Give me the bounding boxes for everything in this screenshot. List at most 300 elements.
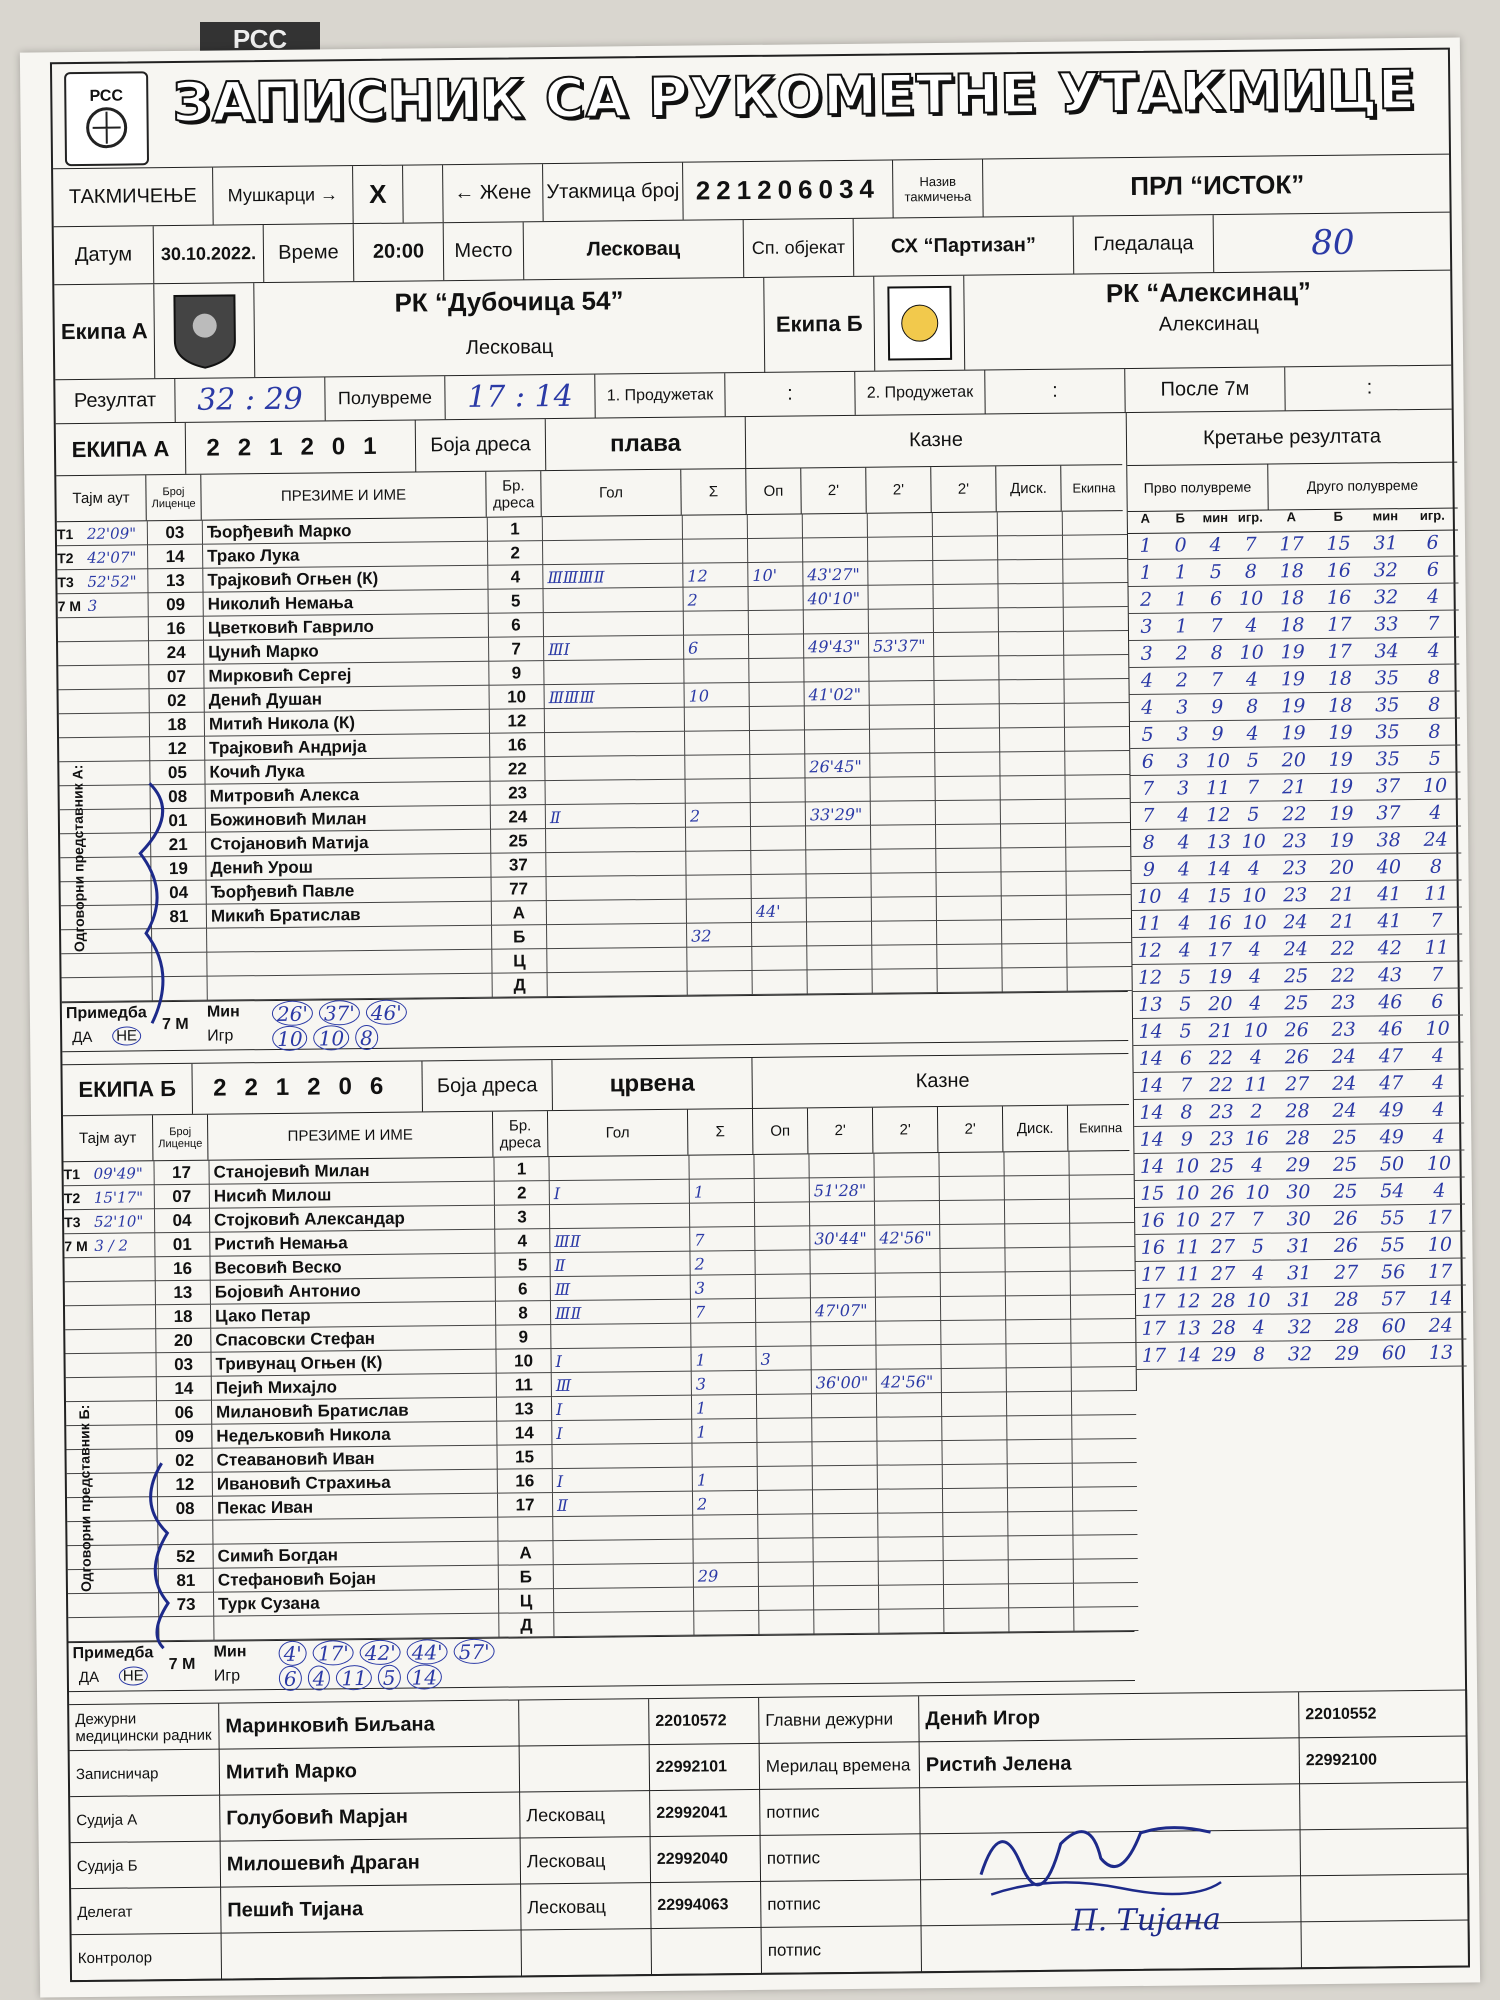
team-b-cell-op (756, 1418, 811, 1443)
team-b-cell-p2 (878, 1609, 943, 1634)
team-a-cell-goal (544, 756, 684, 781)
team-b-cell-name: Спасовски Стефан (210, 1326, 495, 1353)
official-cell-0: Записничар (70, 1750, 220, 1798)
team-b-penalties-label: Казне (915, 1069, 970, 1092)
team-b-cell-lic: 18 (155, 1305, 210, 1330)
team-a-cell-name (206, 926, 491, 953)
team-b-cell-p2: 42'56" (874, 1225, 939, 1250)
team-b-cell-empty (1005, 1320, 1070, 1345)
progress-second-min: 50 (1379, 1153, 1405, 1176)
team-b-cell-no: 10 (495, 1349, 550, 1374)
team-a-cell-goal (544, 732, 684, 757)
official-cell-2: Лесковац (520, 1791, 650, 1838)
team-a-remark-label: Примедба (65, 1004, 147, 1023)
official-cell-6: 22992100 (1300, 1737, 1468, 1785)
progress-second-igr: 17 (1427, 1206, 1452, 1229)
venue-value: СХ “Партизан” (854, 217, 1075, 276)
team-a-cell-p2 (871, 897, 936, 922)
team-a-cell-name: Божиновић Милан (205, 806, 490, 833)
half-label: Полувреме (325, 376, 445, 420)
progress-first-b: 1 (1174, 588, 1188, 611)
progress-second-igr: 7 (1430, 963, 1444, 986)
progress-first-igr: 4 (1248, 965, 1262, 988)
progress-second-min: 56 (1380, 1261, 1406, 1284)
team-a-cell-op (751, 946, 806, 971)
team-a-cell-name: Микић Братислав (206, 902, 491, 929)
progress-first-b: 4 (1178, 939, 1191, 962)
team-a-cell-sum: 2 (682, 587, 747, 612)
official-cell-4: Мерилац времена (760, 1742, 920, 1790)
team-a-cell-no: 12 (489, 709, 544, 734)
progress-second-b: 17 (1327, 613, 1352, 636)
team-b-igr-value: 14 (406, 1664, 442, 1689)
team-b-cell-p2 (874, 1177, 939, 1202)
team-a-cell-name: Денић Душан (204, 686, 489, 713)
team-b-cell-goal: Ⅲ (551, 1372, 691, 1397)
progress-second-min: 47 (1378, 1045, 1404, 1068)
team-b-cell-empty (942, 1536, 1007, 1561)
official-cell-6: 22010552 (1299, 1691, 1467, 1739)
official-cell-6 (1302, 1921, 1470, 1969)
progress-second-b: 23 (1331, 991, 1356, 1014)
team-a-cell-p1 (802, 514, 867, 539)
date-label: Датум (54, 226, 155, 284)
team-b-cell-p1 (809, 1250, 874, 1275)
team-b-cell-sum (693, 1587, 758, 1612)
team-a-cell-name: Ђорђевић Павле (206, 878, 491, 905)
team-b-cell-empty (1004, 1200, 1069, 1225)
progress-first-a: 17 (1141, 1290, 1166, 1313)
progress-second-min: 40 (1376, 856, 1402, 879)
team-b-cell-sum: 1 (691, 1395, 756, 1420)
progress-first-min: 25 (1209, 1154, 1235, 1178)
colhead-licence: Број Лиценце (146, 475, 201, 521)
progress-second-min: 55 (1380, 1234, 1406, 1257)
team-b-cell-p2 (877, 1465, 942, 1490)
team-a-timeout-label: Т3 (57, 574, 74, 591)
team-a-cell-lic: 09 (148, 593, 203, 618)
progress-first-a: 12 (1137, 939, 1163, 962)
progress-first-igr: 10 (1246, 1289, 1271, 1312)
progress-colhead-a: А (1286, 509, 1297, 525)
progress-first-a: 6 (1141, 750, 1155, 773)
team-a-cell-op (748, 682, 803, 707)
team-a-cell-goal (546, 876, 686, 901)
team-b-cell-op (756, 1394, 811, 1419)
team-b-cell-p1 (810, 1274, 875, 1299)
team-b-cell-empty (1005, 1296, 1070, 1321)
team-a-cell-name: Митровић Алекса (205, 782, 490, 809)
team-b-cell-sum: 1 (689, 1179, 754, 1204)
colhead-timeout-b: Тајм аут (63, 1115, 153, 1161)
team-b-cell-empty (941, 1392, 1006, 1417)
progress-first-min: 7 (1210, 669, 1224, 692)
team-a-cell-op: 10' (747, 562, 802, 587)
sheet-title: ЗАПИСНИК СА РУКОМЕТНЕ УТАКМИЦЕ (172, 57, 1417, 134)
team-b-cell-no: 6 (495, 1277, 550, 1302)
progress-second-b: 21 (1330, 883, 1355, 906)
team-b-cell-p1 (812, 1466, 877, 1491)
team-b-cell-op (754, 1226, 809, 1251)
team-a-cell-lic: 08 (150, 785, 205, 810)
progress-first-igr: 10 (1243, 1019, 1268, 1042)
team-b-igr-value: 4 (307, 1665, 330, 1690)
progress-second-igr: 8 (1428, 720, 1441, 743)
progress-first-igr: 5 (1246, 749, 1260, 772)
progress-second-a: 25 (1283, 965, 1309, 988)
official-cell-4: потпис (761, 1880, 921, 1928)
team-b-cell-p2 (874, 1201, 939, 1226)
title-row (52, 50, 1449, 170)
team-b-cell-sum: 3 (690, 1275, 755, 1300)
team-b-cell-op (757, 1490, 812, 1515)
progress-first-a: 16 (1140, 1209, 1165, 1232)
team-a-cell-p1 (806, 874, 871, 899)
team-b-cell-lic: 09 (156, 1425, 211, 1450)
team-b-cell-p1 (811, 1418, 876, 1443)
delegate-signature: П. Тијана (1071, 1902, 1222, 1939)
progress-first-a: 15 (1140, 1182, 1165, 1205)
progress-first-igr: 4 (1248, 938, 1261, 961)
progress-second-b: 26 (1333, 1234, 1359, 1257)
team-a-remarks (62, 991, 1128, 1052)
team-b-cell-empty (1004, 1248, 1069, 1273)
team-b-cell-empty (1072, 1463, 1137, 1488)
team-a-cell-empty (934, 752, 999, 777)
progress-first-b: 12 (1176, 1290, 1201, 1313)
team-b-min-value: 42' (360, 1640, 401, 1665)
team-b-cell-empty (1007, 1464, 1072, 1489)
team-b-cell-empty (1008, 1584, 1073, 1609)
progress-second-igr: 4 (1431, 1044, 1445, 1067)
team-b-cell-empty (1008, 1608, 1073, 1633)
team-b-cell-empty (1070, 1295, 1135, 1320)
official-cell-0: Контролор (72, 1934, 222, 1982)
team-a-cell-op (747, 514, 802, 539)
progress-second-min: 41 (1377, 883, 1402, 906)
team-b-cell-no: 9 (495, 1325, 550, 1350)
match-no: 221206034 (683, 160, 894, 219)
team-b-cell-empty (943, 1608, 1008, 1633)
team-a-cell-goal (545, 780, 685, 805)
team-a-min-value: 46' (366, 1000, 407, 1025)
team-b-cell-name: Цако Петар (210, 1302, 495, 1329)
first-half-label: Прво полувреме (1127, 464, 1268, 512)
top-tab: РСС (200, 22, 320, 56)
progress-second-a: 19 (1281, 695, 1306, 718)
colhead-shirt: Бр. дреса (486, 471, 541, 517)
progress-row (1129, 638, 1459, 668)
progress-first-min: 27 (1210, 1235, 1236, 1259)
team-b-cell-p1 (812, 1490, 877, 1515)
rep-b-signature (127, 1453, 199, 1654)
team-a-cell-no: 24 (490, 805, 545, 830)
progress-second-b: 15 (1326, 532, 1351, 555)
team-a-cell-p2 (871, 921, 936, 946)
team-b-cell-name: Милановић Братислав (211, 1398, 496, 1425)
progress-second-b: 19 (1329, 802, 1354, 825)
team-b-cell-lic: 73 (158, 1593, 213, 1618)
official-cell-6 (1301, 1875, 1469, 1923)
progress-first-min: 7 (1210, 615, 1223, 638)
team-a-cell-goal (547, 972, 687, 997)
team-a-timeout (57, 545, 147, 570)
team-a-cell-op (750, 850, 805, 875)
team-b-cell-name: Бојовић Антонио (210, 1278, 495, 1305)
progress-second-min: 35 (1374, 667, 1400, 690)
progress-second-a: 29 (1285, 1154, 1311, 1177)
team-a-timeout-label: Т1 (56, 526, 74, 543)
progress-second-min: 37 (1376, 802, 1401, 825)
team-a-cell-empty (935, 800, 1000, 825)
team-a-cell-sum: 6 (683, 635, 748, 660)
teams-row (54, 271, 1451, 381)
team-a-cell-goal (546, 948, 686, 973)
progress-colhead-b: Б (1175, 510, 1186, 526)
team-b-cell-p1 (812, 1514, 877, 1539)
team-b-code: 221206 (192, 1061, 423, 1113)
progress-row (1130, 719, 1460, 749)
team-a-cell-p2 (868, 681, 933, 706)
progress-first-min: 12 (1206, 803, 1231, 827)
progress-first-b: 3 (1176, 777, 1190, 800)
team-b-cell-no (497, 1517, 552, 1542)
team-b-cell-goal: Ⅰ (550, 1348, 690, 1373)
team-b-cell-op (755, 1322, 810, 1347)
team-a-title: ЕКИПА А (56, 423, 187, 475)
progress-first-min: 9 (1211, 723, 1224, 746)
team-b-cell-sum: 1 (691, 1419, 756, 1444)
team-b-color-label: Боја дреса (422, 1060, 553, 1111)
progress-second-a: 30 (1286, 1181, 1311, 1204)
team-b-cell-no: Д (498, 1613, 553, 1638)
progress-first-b: 9 (1180, 1128, 1193, 1151)
progress-first-min: 13 (1206, 830, 1231, 854)
team-a-cell-p1 (802, 538, 867, 563)
team-b-cell-sum (688, 1155, 753, 1180)
team-b-cell-op (754, 1178, 809, 1203)
team-b-cell-sum: 1 (690, 1347, 755, 1372)
team-a-cell-p1: 43'27" (802, 562, 867, 587)
progress-first-igr: 4 (1252, 1262, 1265, 1285)
progress-second-igr: 8 (1429, 855, 1443, 878)
progress-second-a: 24 (1283, 911, 1308, 934)
progress-second-a: 28 (1285, 1127, 1311, 1150)
colhead-name: ПРЕЗИМЕ И ИМЕ (201, 472, 486, 520)
team-b-cell-empty (1006, 1368, 1071, 1393)
progress-second-a: 30 (1286, 1208, 1311, 1231)
progress-second-b: 19 (1328, 748, 1354, 771)
time-label: Време (264, 224, 355, 282)
team-a-cell-name: Николић Немања (203, 590, 488, 617)
team-a-cell-name (207, 974, 492, 1001)
team-b-cell-no: 2 (494, 1181, 549, 1206)
team-a-cell-op (747, 538, 802, 563)
progress-first-min: 27 (1211, 1262, 1236, 1286)
progress-second-min: 32 (1373, 559, 1399, 582)
team-b-rep-label: Одговорни представник Б: (76, 1404, 94, 1593)
team-b-timeout (64, 1185, 154, 1210)
progress-second-b: 28 (1334, 1315, 1359, 1338)
team-a-cell-empty (1000, 824, 1065, 849)
progress-first-a: 8 (1142, 831, 1155, 854)
progress-first-igr: 4 (1252, 1316, 1265, 1339)
progress-colhead-b: Б (1333, 508, 1344, 524)
team-a-cell-name: Цунић Марко (203, 638, 488, 665)
progress-first-a: 13 (1138, 993, 1163, 1016)
team-a-min-value: 26' (272, 1001, 313, 1026)
team-a-igr-value: 10 (272, 1026, 308, 1051)
progress-first-min: 15 (1207, 884, 1232, 908)
colhead-warn: Оп (746, 468, 801, 514)
progress-first-min: 11 (1205, 776, 1231, 800)
team-a-cell-p1 (805, 850, 870, 875)
team-a-cell-empty (1066, 967, 1131, 992)
team-b-cell-lic: 81 (158, 1569, 213, 1594)
progress-first-a: 17 (1141, 1317, 1166, 1340)
team-a-cell-p2 (869, 777, 934, 802)
team-a-cell-no: 25 (490, 829, 545, 854)
team-b-cell-empty (1006, 1416, 1071, 1441)
team-a-cell-goal (546, 924, 686, 949)
progress-first-b: 5 (1179, 1020, 1192, 1043)
team-a-cell-goal (545, 828, 685, 853)
team-a-timeout-label: 7 М (57, 597, 82, 615)
progress-second-b: 20 (1329, 856, 1355, 879)
progress-second-igr: 13 (1428, 1341, 1454, 1364)
team-a-7m: 7 М (161, 1015, 189, 1034)
progress-first-igr: 4 (1245, 614, 1258, 637)
progress-first-igr: 16 (1244, 1127, 1270, 1150)
progress-row (1136, 1340, 1466, 1370)
team-a-cell-no: А (491, 901, 546, 926)
progress-first-a: 5 (1141, 723, 1154, 746)
team-a-cell-empty (1001, 896, 1066, 921)
team-b-cell-empty (1069, 1247, 1134, 1272)
team-b-cell-goal (548, 1156, 688, 1181)
team-a-cell-name: Цветковић Гаврило (203, 614, 488, 641)
progress-first-min: 19 (1207, 965, 1233, 989)
team-b-cell-empty (940, 1344, 1005, 1369)
colhead-disq-b: Диск. (1003, 1106, 1068, 1152)
team-b-cell-sum: 29 (693, 1563, 758, 1588)
team-a-cell-p2: 53'37" (868, 633, 933, 658)
progress-second-b: 26 (1333, 1207, 1358, 1230)
progress-first-igr: 4 (1249, 1046, 1263, 1069)
team-b-timeout-label: Т2 (63, 1190, 81, 1207)
handball-icon (84, 105, 128, 149)
official-cell-4: потпис (761, 1834, 921, 1882)
team-a-cell-sum: 12 (682, 563, 747, 588)
colhead-two3-b: 2' (938, 1106, 1003, 1152)
team-b-cell-p1 (812, 1538, 877, 1563)
team-b-cell-p2 (876, 1441, 941, 1466)
team-b-cell-empty (939, 1248, 1004, 1273)
team-a-cell-name: Стојановић Матија (205, 830, 490, 857)
progress-first-min: 6 (1209, 588, 1223, 611)
team-b-cell-op (755, 1298, 810, 1323)
progress-second-a: 26 (1284, 1046, 1310, 1069)
progress-first-a: 11 (1137, 912, 1162, 935)
team-b-cell-empty (1006, 1440, 1071, 1465)
progress-first-min: 28 (1211, 1289, 1236, 1313)
comp-name: ПРЛ “ИСТОК” (1130, 169, 1305, 201)
progress-second-a: 28 (1285, 1100, 1310, 1123)
team-b-cell-op (758, 1562, 813, 1587)
team-a-cell-op (749, 754, 804, 779)
progress-first-a: 4 (1140, 669, 1154, 692)
team-a-cell-empty (997, 560, 1062, 585)
progress-second-min: 46 (1378, 991, 1403, 1014)
team-a-cell-no: 9 (488, 661, 543, 686)
team-a-timeout-value: 22'09" (86, 524, 137, 543)
team-a-cell-empty (999, 704, 1064, 729)
team-b-timeout-label: 7 М (64, 1237, 88, 1255)
team-b-cell-empty (1007, 1536, 1072, 1561)
progress-second-b: 19 (1328, 721, 1353, 744)
team-a-cell-no: 1 (487, 517, 542, 542)
team-a-color: плава (546, 417, 747, 470)
competition-label: ТАКМИЧЕЊЕ (53, 168, 214, 227)
team-a-cell-goal (544, 708, 684, 733)
team-a-cell-empty (932, 560, 997, 585)
team-b-table (63, 1151, 1138, 1642)
team-b-cell-p2 (875, 1297, 940, 1322)
team-b-cell-empty (1071, 1415, 1136, 1440)
progress-second-igr: 4 (1427, 639, 1440, 662)
team-b-cell-goal (549, 1204, 689, 1229)
progress-first-igr: 10 (1239, 641, 1264, 664)
official-cell-1: Пешић Тијана (221, 1884, 521, 1933)
team-a-cell-sum: 2 (685, 803, 750, 828)
official-cell-5: Денић Игор (919, 1692, 1299, 1742)
team-b-cell-goal: Ⅲ (550, 1276, 690, 1301)
team-b-cell-no: Б (498, 1565, 553, 1590)
team-b-cell-goal (550, 1324, 690, 1349)
progress-first-min: 26 (1210, 1181, 1235, 1205)
team-a-cell-empty (997, 584, 1062, 609)
team-b-cell-op (758, 1586, 813, 1611)
team-a-cell-empty (1000, 800, 1065, 825)
team-b-cell-op (754, 1202, 809, 1227)
progress-first-a: 3 (1140, 642, 1153, 665)
progress-first-a: 7 (1141, 777, 1155, 800)
progress-colhead-min: мин (1202, 509, 1229, 526)
team-b-cell-p1 (809, 1202, 874, 1227)
team-b-cell-lic: 16 (154, 1257, 209, 1282)
progress-row (1134, 1151, 1464, 1181)
team-b-cell-lic: 20 (155, 1329, 210, 1354)
team-a-cell-empty (998, 632, 1063, 657)
progress-first-a: 1 (1139, 561, 1153, 584)
progress-second-igr: 17 (1427, 1260, 1453, 1283)
progress-second-min: 55 (1380, 1207, 1405, 1230)
team-a-cell-lic: 19 (150, 857, 205, 882)
team-b-cell-op (753, 1154, 808, 1179)
team-b-cell-empty (1069, 1199, 1134, 1224)
ot1-value: : (725, 372, 855, 416)
team-a-cell-empty (999, 776, 1064, 801)
progress-row (1131, 827, 1461, 857)
progress-first-min: 14 (1206, 857, 1232, 881)
team-b-cell-empty (1069, 1175, 1134, 1200)
progress-first-a: 14 (1139, 1128, 1165, 1151)
team-a-cell-empty (932, 584, 997, 609)
progress-second-igr: 11 (1424, 936, 1450, 959)
colhead-licence-b: Број Лиценце (153, 1115, 208, 1161)
team-b-cell-empty (1007, 1512, 1072, 1537)
progress-first-b: 0 (1174, 534, 1187, 557)
